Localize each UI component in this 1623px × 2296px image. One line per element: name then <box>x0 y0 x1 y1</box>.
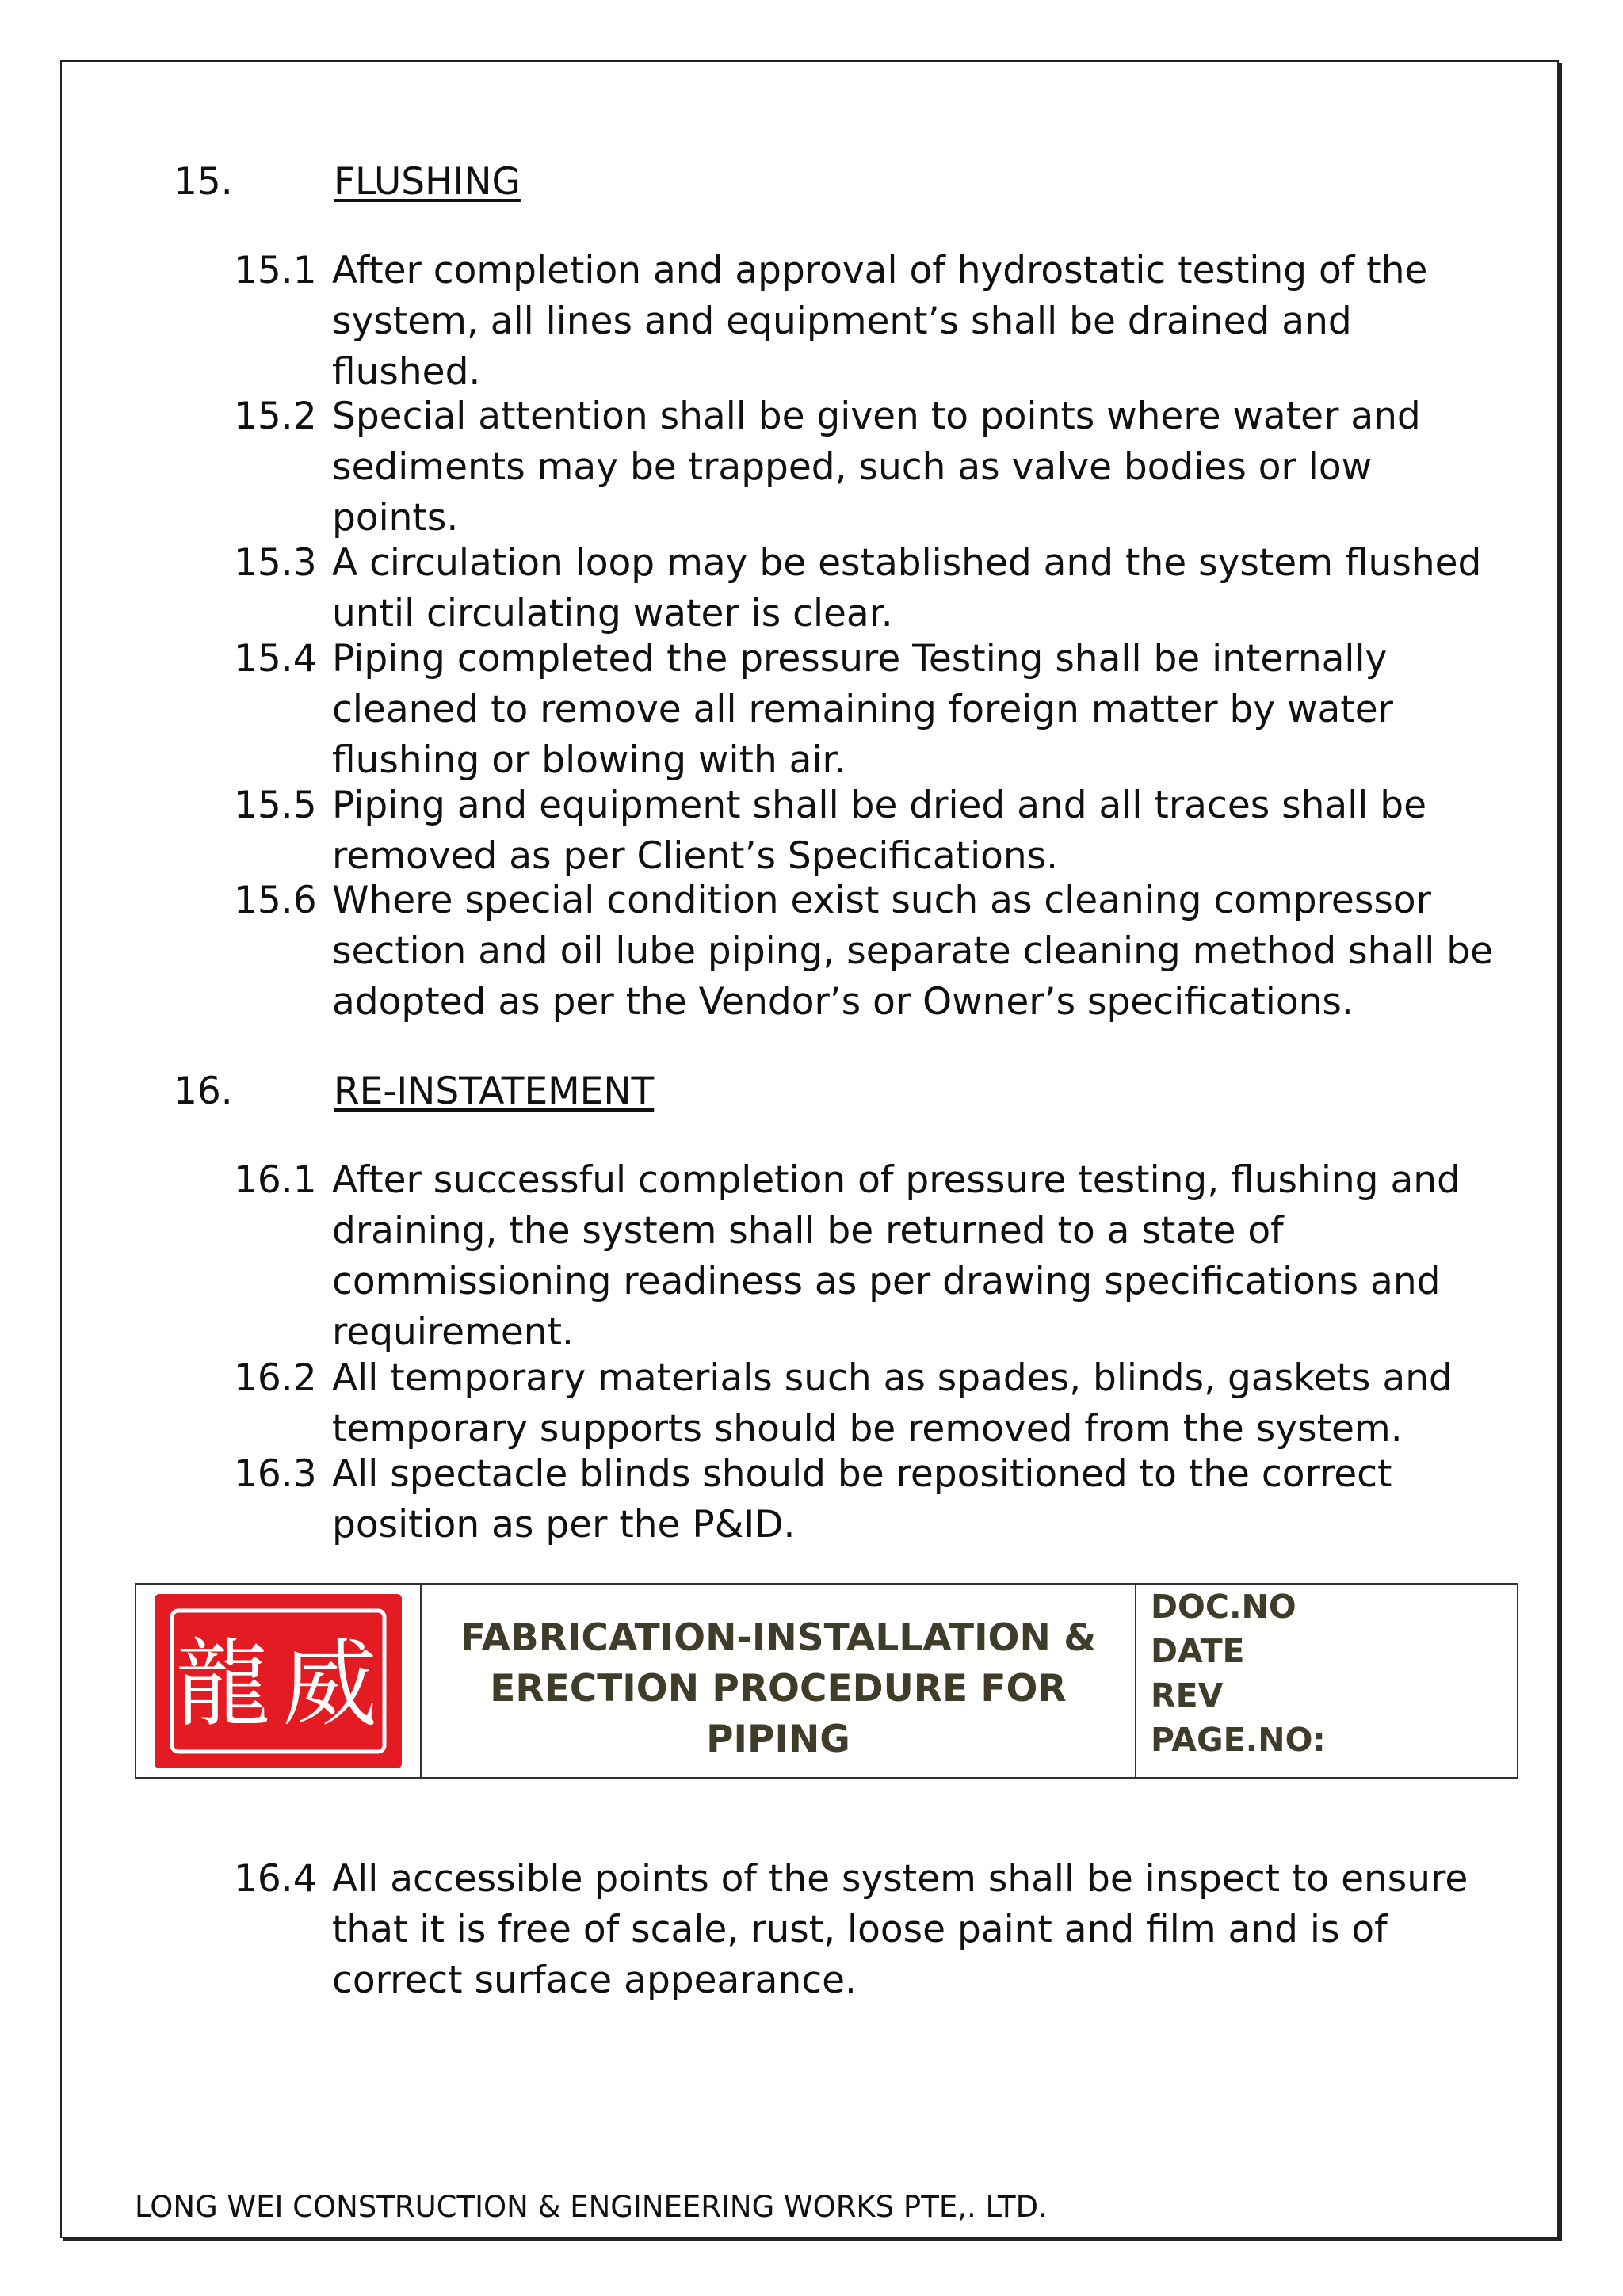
doc-no-label: DOC.NO <box>1151 1588 1296 1626</box>
clause-15-2 <box>234 391 1502 543</box>
clause-number: 16.2 <box>234 1356 317 1400</box>
clause-text: All temporary materials such as spades, blinds, gaskets and temporary supports should be removed from the system. <box>332 1356 1453 1451</box>
clause-number: 15.2 <box>234 395 317 438</box>
clause-number: 15.4 <box>234 637 317 681</box>
logo-seal-icon <box>167 1606 389 1756</box>
clause-number: 16.1 <box>234 1158 317 1202</box>
clause-number: 15.3 <box>234 541 317 585</box>
logo-cell <box>136 1585 422 1777</box>
clause-number: 15.6 <box>234 879 317 922</box>
svg-text:威: 威 <box>282 1629 377 1740</box>
clause-text: Piping and equipment shall be dried and all traces shall be removed as per Client’s Specifications. <box>332 784 1427 878</box>
company-logo <box>155 1594 402 1768</box>
clause-text: Piping completed the pressure Testing shall be internally cleaned to remove all remaining foreign matter by water flushing or blowing with air. <box>332 637 1393 782</box>
clause-text: After completion and approval of hydrostatic testing of the system, all lines and equipment’s shall be drained and flushed. <box>332 249 1428 394</box>
section-title: FLUSHING <box>334 160 521 204</box>
section-heading-flushing <box>174 157 521 208</box>
clause-number: 15.5 <box>234 784 317 827</box>
clause-number: 15.1 <box>234 249 317 292</box>
document-meta-cell <box>1136 1585 1517 1777</box>
section-title: RE-INSTATEMENT <box>334 1070 655 1113</box>
rev-label: REV <box>1151 1676 1224 1714</box>
document-title-line-2: ERECTION PROCEDURE FOR <box>490 1666 1067 1711</box>
clause-number: 16.4 <box>234 1857 317 1901</box>
date-label: DATE <box>1151 1632 1245 1670</box>
clause-16-1 <box>234 1155 1502 1358</box>
section-heading-reinstatement <box>174 1066 654 1117</box>
clause-text: Where special condition exist such as cleaning compressor section and oil lube piping, separate cleaning method shall be adopted as per the Vendor’s or Owner’s specifications. <box>332 879 1494 1024</box>
clause-text: After successful completion of pressure testing, flushing and draining, the system shall be returned to a state of commissioning readiness as per drawing specifications and requirement. <box>332 1158 1461 1354</box>
clause-text: All accessible points of the system shall be inspect to ensure that it is free of scale, rust, loose paint and film and is of correct surface appearance. <box>332 1857 1468 2002</box>
page-no-label: PAGE.NO: <box>1151 1721 1326 1759</box>
document-title-cell <box>422 1585 1136 1777</box>
clause-number: 16.3 <box>234 1452 317 1496</box>
clause-15-6 <box>234 875 1502 1028</box>
section-number: 16. <box>174 1070 233 1113</box>
clause-15-5 <box>234 780 1502 882</box>
clause-15-1 <box>234 246 1502 398</box>
clause-16-3 <box>234 1449 1502 1550</box>
clause-text: Special attention shall be given to points where water and sediments may be trapped, such as valve bodies or low points. <box>332 395 1421 540</box>
svg-text:龍: 龍 <box>175 1629 270 1740</box>
document-header-block <box>135 1583 1518 1779</box>
clause-15-3 <box>234 538 1502 639</box>
clause-16-4 <box>234 1854 1502 2006</box>
document-title-line-3: PIPING <box>706 1717 850 1761</box>
document-title-line-1: FABRICATION-INSTALLATION & <box>460 1615 1097 1660</box>
footer-company-name: LONG WEI CONSTRUCTION & ENGINEERING WORKS PTE,. LTD. <box>135 2190 1048 2224</box>
clause-16-2 <box>234 1353 1502 1455</box>
section-number: 15. <box>174 160 233 204</box>
clause-15-4 <box>234 634 1502 786</box>
clause-text: All spectacle blinds should be repositioned to the correct position as per the P&ID. <box>332 1452 1392 1547</box>
clause-text: A circulation loop may be established and the system flushed until circulating water is clear. <box>332 541 1482 635</box>
